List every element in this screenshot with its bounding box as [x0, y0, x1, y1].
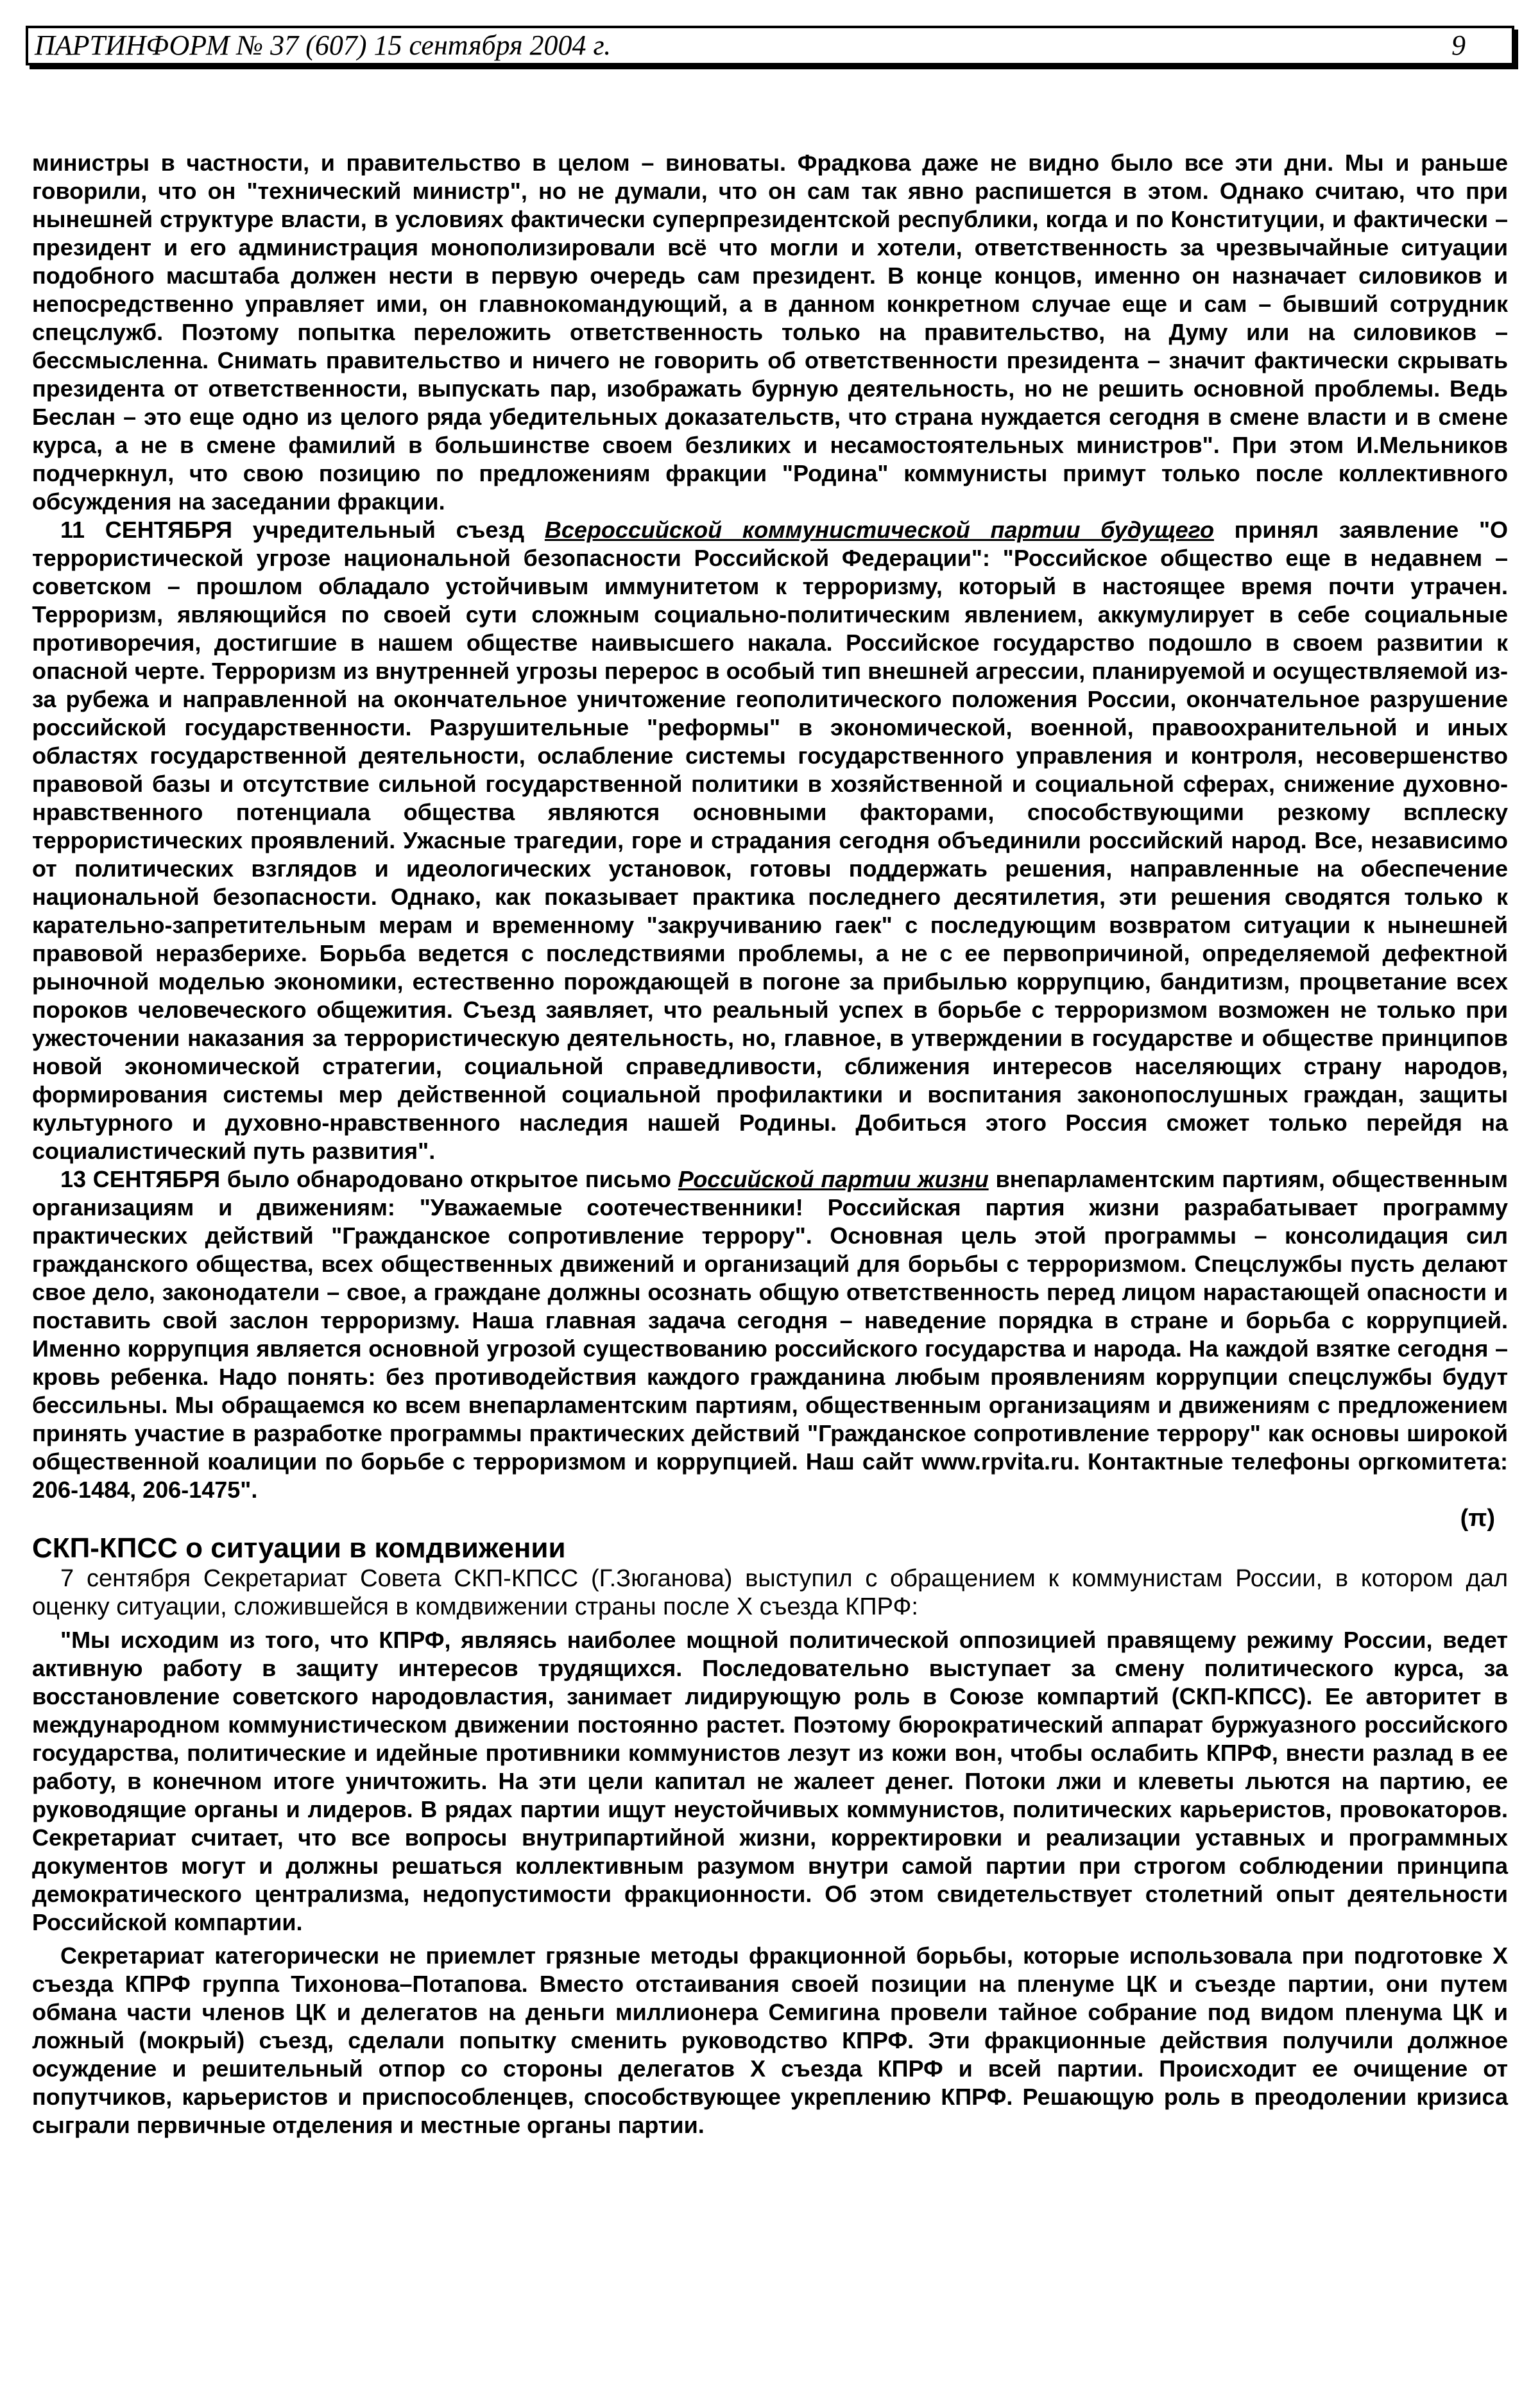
- party-name-vkpb: Всероссийской коммунистической партии будущего: [544, 517, 1214, 543]
- article1-paragraph-3: [32, 1165, 1508, 1504]
- page-header: [26, 26, 1514, 65]
- article1-paragraph-2: [32, 516, 1508, 1165]
- header-title: ПАРТИНФОРМ № 37 (607) 15 сентября 2004 г.: [35, 30, 612, 61]
- article1-paragraph-1: министры в частности, и правительство в целом – виноваты. Фрадкова даже не видно было все эти дни. Мы и раньше говорили, что он "технический министр", но не думали, что он сам так явно распишется в этом. Однако считаю, что при нынешней структуре власти, в условиях фактически суперпрезидентской республики, когда и по Конституции, и фактически – президент и его администрация монополизировали всё что могли и хотели, ответственность за чрезвычайные ситуации подобного масштаба должен нести в первую очередь сам президент. В конце концов, именно он назначает силовиков и непосредственно управляет ими, он главнокомандующий, а в данном конкретном случае еще и сам – бывший сотрудник спецслужб. Поэтому попытка переложить ответственность только на правительство, на Думу или на силовиков – бессмысленна. Снимать правительство и ничего не говорить об ответственности президента – значит фактически скрывать президента от ответственности, выпускать пар, изображать бурную деятельность, но не решить основной проблемы. Ведь Беслан – это еще одно из целого ряда убедительных доказательств, что страна нуждается сегодня в смене власти и в смене курса, а не в смене фамилий в большинстве своем безликих и несамостоятельных министров". При этом И.Мельников подчеркнул, что свою позицию по предложениям фракции "Родина" коммунисты примут только после коллективного обсуждения на заседании фракции.: [32, 150, 1508, 515]
- party-name-rpzh: Российской партии жизни: [678, 1166, 989, 1192]
- article-body: [32, 149, 1508, 2139]
- newspaper-page: [26, 26, 1514, 2139]
- article2-quote-1: "Мы исходим из того, что КПРФ, являясь наиболее мощной политической оппозицией правящему режиму России, ведет активную работу в защиту интересов трудящихся. Последовательно выступает за смену политического курса, за восстановление советского народовластия, занимает лидирующую роль в Союзе компартий (СКП-КПСС). Ее авторитет в международном коммунистическом движении постоянно растет. Поэтому бюрократический аппарат буржуазного российского государства, политические и идейные противники коммунистов лезут из кожи вон, чтобы ослабить КПРФ, внести разлад в ее работу, в конечном итоге уничтожить. На эти цели капитал не жалеет денег. Потоки лжи и клеветы льются на партию, ее руководящие органы и лидеров. В рядах партии ищут неустойчивых коммунистов, политических карьеристов, провокаторов. Секретариат считает, что все вопросы внутрипартийной жизни, корректировки и реализации уставных и программных документов могут и должны решаться коллективным разумом внутри самой партии при строгом соблюдении принципа демократического централизма, недопустимости фракционности. Об этом свидетельствует столетний опыт деятельности Российской компартии.: [32, 1627, 1508, 1935]
- article2-intro: 7 сентября Секретариат Совета СКП-КПСС (Г.Зюганова) выступил с обращением к коммунистам России, в котором дал оценку ситуации, сложившейся в комдвижении страны после X съезда КПРФ:: [32, 1565, 1508, 1620]
- article2-title: СКП-КПСС о ситуации в комдвижении: [32, 1532, 566, 1564]
- p3-rest: внепарламентским партиям, общественным организациям и движениям: "Уважаемые соотечественники! Российская партия жизни разрабатывает программу практических действий "Гражданское сопротивление террору". Основная цель этой программы – консолидация сил гражданского общества, всех общественных движений и организаций для борьбы с терроризмом. Спецслужбы пусть делают свое дело, законодатели – свое, а граждане должны осознать общую ответственность перед лицом нарастающей опасности и поставить свой заслон терроризму. Наша главная задача сегодня – наведение порядка в стране и борьба с коррупцией. Именно коррупция является основной угрозой существованию российского государства и народа. На каждой взятке сегодня – кровь ребенка. Надо понять: без противодействия каждого гражданина любым проявлениям коррупции спецслужбы будут бессильны. Мы обращаемся ко всем внепарламентским партиям, общественным организациям и движениям с предложением принять участие в разработке программы практических действий "Гражданское сопротивление террору" как основы широкой общественной коалиции по борьбе с терроризмом и коррупцией. Наш сайт www.rpvita.ru. Контактные телефоны оргкомитета: 206-1484, 206-1475".: [32, 1166, 1508, 1503]
- page-number: 9: [1451, 30, 1466, 61]
- p2-lead: 11 СЕНТЯБРЯ учредительный съезд: [60, 517, 545, 543]
- article2-quote-2: Секретариат категорически не приемлет грязные методы фракционной борьбы, которые использовала при подготовке X съезда КПРФ группа Тихонова–Потапова. Вместо отстаивания своей позиции на пленуме ЦК и съезде партии, они путем обмана части членов ЦК и делегатов на деньги миллионера Семигина провели тайное собрание под видом пленума ЦК и ложный (мокрый) съезд, сделали попытку сменить руководство КПРФ. Эти фракционные действия получили должное осуждение и решительный отпор со стороны делегатов X съезда КПРФ и всей партии. Происходит ее очищение от попутчиков, карьеристов и приспособленцев, способствующее укреплению КПРФ. Решающую роль в преодолении кризиса сыграли первичные отделения и местные органы партии.: [32, 1942, 1508, 2138]
- p3-lead: 13 СЕНТЯБРЯ было обнародовано открытое письмо: [60, 1166, 678, 1192]
- p2-rest: принял заявление "О террористической угрозе национальной безопасности Российской Федерации": "Российское общество еще в недавнем – советском – прошлом обладало устойчивым иммунитетом к терроризму, который в настоящее время почти утрачен. Терроризм, являющийся по своей сути сложным социально-политическим явлением, аккумулирует в себе социальные противоречия, достигшие в нашем обществе наивысшего накала. Российское государство подошло в своем развитии к опасной черте. Терроризм из внутренней угрозы перерос в особый тип внешней агрессии, планируемой и осуществляемой из-за рубежа и направленной на окончательное уничтожение геополитического положения России, окончательное разрушение российской государственности. Разрушительные "реформы" в экономической, военной, правоохранительной и иных областях государственной деятельности, ослабление системы государственного управления и контроля, несовершенство правовой базы и отсутствие сильной государственной политики в хозяйственной и социальной сферах, снижение духовно-нравственного потенциала общества являются основными факторами, способствующими резкому всплеску террористических проявлений. Ужасные трагедии, горе и страдания сегодня объединили российский народ. Все, независимо от политических взглядов и идеологических установок, готовы поддержать решения, направленные на обеспечение национальной безопасности. Однако, как показывает практика последнего десятилетия, эти решения сводятся только к карательно-запретительным мерам и временному "закручиванию гаек" с последующим возвратом ситуации к нынешней правовой неразберихе. Борьба ведется с последствиями проблемы, а не с ее первопричиной, определяемой дефектной рыночной моделью экономики, естественно порождающей в погоне за прибылью коррупцию, бандитизм, процветание всех пороков человеческого общежития. Съезд заявляет, что реальный успех в борьбе с терроризмом возможен не только при ужесточении наказания за террористическую деятельность, но, главное, в утверждении в государстве и обществе принципов новой экономической стратегии, социальной справедливости, сближения интересов населяющих страну народов, формирования системы мер действенной социальной профилактики и воспитания законопослушных граждан, защиты культурного и духовно-нравственного наследия нашей Родины. Добиться этого Россия сможет только перейдя на социалистический путь развития".: [32, 517, 1509, 1164]
- author-signature: (π): [1460, 1505, 1495, 1532]
